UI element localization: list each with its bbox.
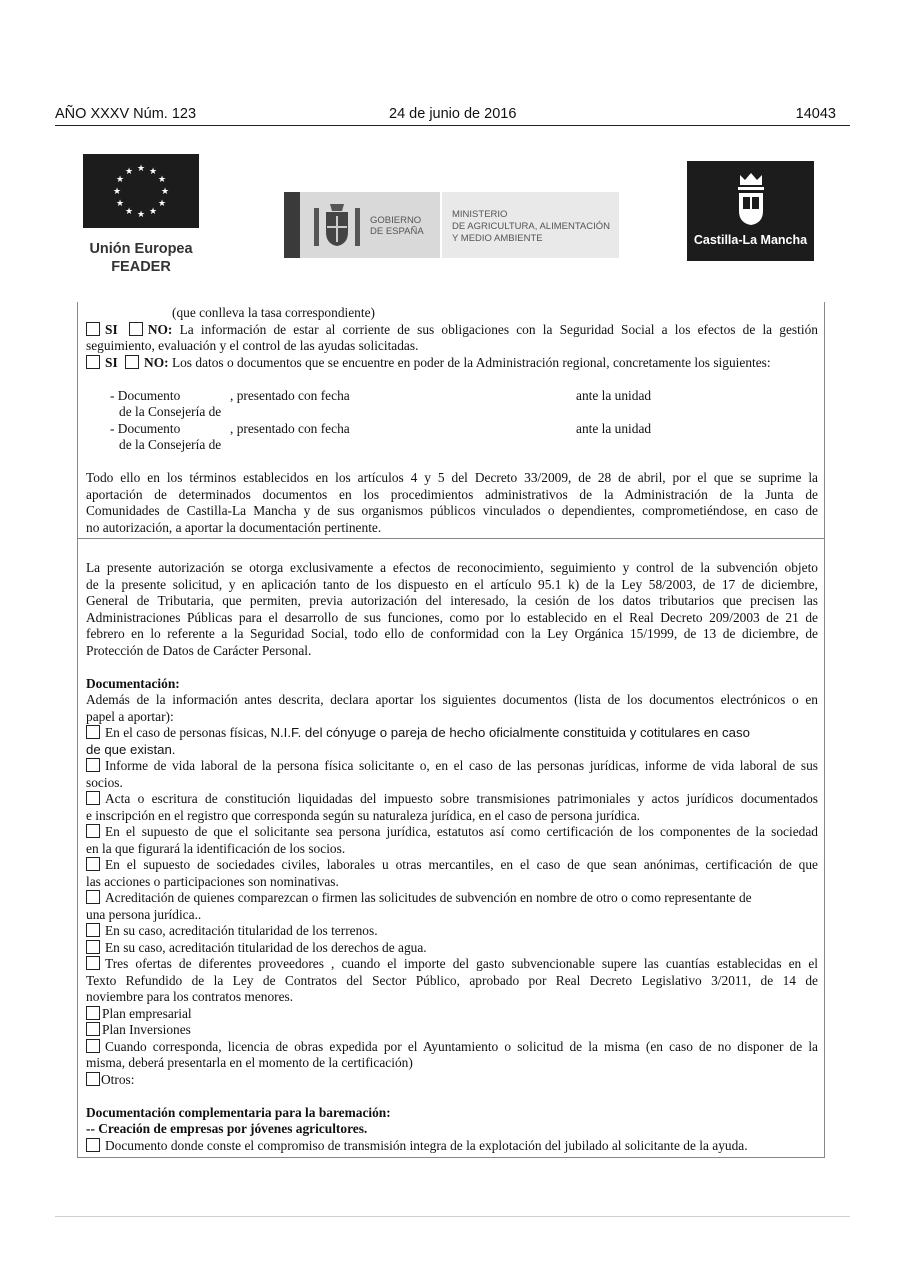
text-line: una persona jurídica.. <box>86 907 202 922</box>
text-line: Además de la información antes descrita, declara aportar los siguientes documentos (lista de los documentos electrónicos o en <box>86 692 818 707</box>
doc-item-licencia-obras: Cuando corresponda, licencia de obras expedida por el Ayuntamiento o solicitud de la misma (en caso de no disponer de la <box>86 1039 818 1055</box>
header-issue: AÑO XXXV Núm. 123 <box>55 106 197 122</box>
doc-checkbox[interactable] <box>86 956 100 970</box>
doc-checkbox[interactable] <box>86 1138 100 1152</box>
doc-checkbox[interactable] <box>86 890 100 904</box>
si-checkbox[interactable] <box>86 355 100 369</box>
page-header <box>55 104 850 126</box>
spain-coat-of-arms-icon <box>310 198 364 252</box>
authorization-box <box>77 302 825 539</box>
doc-checkbox[interactable] <box>86 923 100 937</box>
castilla-la-mancha-logo <box>687 161 814 261</box>
datos-administracion-option: SI NO: Los datos o documentos que se encuentre en poder de la Administración regional, concretamente los siguientes: <box>86 355 818 371</box>
text-line: aportación de determinados documentos en los procedimientos administrativos de la Administración de la Junta de <box>86 487 818 502</box>
text-line: papel a aportar): <box>86 709 174 724</box>
svg-text:★: ★ <box>124 207 134 217</box>
doc-item-nif: En el caso de personas físicas, N.I.F. del cónyuge o pareja de hecho oficialmente constituida y cotitulares en caso <box>86 725 818 741</box>
text-line: General de Tributaria, que permiten, previa autorización del interesado, la cesión de los datos tributarios que precisen las <box>86 593 818 608</box>
document-date-label: , presentado con fecha <box>230 388 350 403</box>
text-line: noviembre para los contratos menores. <box>86 989 294 1004</box>
svg-text:★: ★ <box>148 207 158 217</box>
text-line: en la que figurará la identificación de los socios. <box>86 841 346 856</box>
gobierno-shield-block: GOBIERNO DE ESPAÑA <box>284 192 440 258</box>
text-line: febrero en lo referente a la Seguridad Social, todo ello de conformidad con la Ley Orgánica 15/1999, de 13 de diciembre, de <box>86 626 818 641</box>
svg-text:★: ★ <box>157 199 167 209</box>
document-unit-label: ante la unidad <box>576 421 652 436</box>
document-consejeria-label: de la Consejería de <box>119 404 222 419</box>
document-entry-label: - Documento <box>110 421 181 436</box>
doc-item-agua: En su caso, acreditación titularidad de los derechos de agua. <box>86 940 818 956</box>
doc-checkbox[interactable] <box>86 1022 100 1036</box>
jovenes-agricultores-subheading: -- Creación de empresas por jóvenes agricultores. <box>86 1121 368 1136</box>
doc-checkbox[interactable] <box>86 1006 100 1020</box>
header-page-number: 14043 <box>795 106 836 122</box>
doc-checkbox[interactable] <box>86 758 100 772</box>
doc-item-estatutos: En el supuesto de que el solicitante sea persona jurídica, estatutos así como certificación de los componentes de la sociedad <box>86 824 818 840</box>
text-line: Comunidades de Castilla-La Mancha y de sus organismos públicos vinculados o dependientes, comprometiéndose, en caso de <box>86 503 818 518</box>
text-line: de que existan. <box>86 742 176 757</box>
eu-caption: Unión Europea FEADER <box>89 241 193 275</box>
doc-item-compromiso: Documento donde conste el compromiso de transmisión integra de la explotación del jubilado al solicitante de la ayuda. <box>86 1138 818 1154</box>
doc-item-terrenos: En su caso, acreditación titularidad de los terrenos. <box>86 923 818 939</box>
clm-caption: Castilla-La Mancha <box>693 233 808 247</box>
text-line: misma, deberá presentarla en el momento de la certificación) <box>86 1055 413 1070</box>
doc-checkbox[interactable] <box>86 725 100 739</box>
text-line: Texto Refundido de la Ley de Contratos del Sector Público, aprobado por Real Decreto Legislativo 3/2011, de 14 de <box>86 973 818 988</box>
eu-flag-logo <box>83 154 199 228</box>
ministerio-text: MINISTERIO DE AGRICULTURA, ALIMENTACIÓN Y MEDIO AMBIENTE <box>452 209 611 244</box>
text-line: no autorización, a aportar la documentación pertinente. <box>86 520 382 535</box>
text-line: Protección de Datos de Carácter Personal. <box>86 643 312 658</box>
doc-checkbox[interactable] <box>86 857 100 871</box>
doc-item-plan-empresarial: Plan empresarial <box>86 1006 818 1022</box>
si-checkbox[interactable] <box>86 322 100 336</box>
no-checkbox[interactable] <box>129 322 143 336</box>
doc-item-vida-laboral: Informe de vida laboral de la persona física solicitante o, en el caso de las personas jurídicas, informe de vida laboral de sus <box>86 758 818 774</box>
eu-stars-icon <box>83 154 199 228</box>
documentacion-heading: Documentación: <box>86 676 180 691</box>
doc-item-ofertas: Tres ofertas de diferentes proveedores , cuando el importe del gasto subvencionable supere las cuantías establecidas en el <box>86 956 818 972</box>
doc-item-plan-inversiones: Plan Inversiones <box>86 1022 818 1038</box>
text-line: Todo ello en los términos establecidos en los artículos 4 y 5 del Decreto 33/2009, de 28 de abril, por el que se suprime la <box>86 470 818 485</box>
document-date-label: , presentado con fecha <box>230 421 350 436</box>
document-entry-label: - Documento <box>110 388 181 403</box>
text-line: Administraciones Públicas para el desarrollo de sus funciones, como por lo establecido en el Real Decreto 209/2003 de 21 de <box>86 610 818 625</box>
svg-text:★: ★ <box>148 167 158 177</box>
doc-item-acta-escritura: Acta o escritura de constitución liquidadas del impuesto sobre transmisiones patrimoniales y actos jurídicos documentados <box>86 791 818 807</box>
svg-text:★: ★ <box>136 210 146 220</box>
text-line: seguimiento, evaluación y el control de las ayudas solicitadas. <box>86 338 419 353</box>
doc-checkbox[interactable] <box>86 1072 100 1086</box>
clm-crown-shield-icon <box>732 171 770 229</box>
doc-item-acreditacion: Acreditación de quienes comparezcan o firmen las solicitudes de subvención en nombre de otro o como representante de <box>86 890 818 906</box>
document-consejeria-label: de la Consejería de <box>119 437 222 452</box>
text-line: La presente autorización se otorga exclusivamente a efectos de reconocimiento, seguimiento y control de la subvención objeto <box>86 560 818 575</box>
doc-checkbox[interactable] <box>86 1039 100 1053</box>
text-line: de la presente solicitud, y en aplicación tanto de los dispuesto en el artículo 95.1 k) de la Ley 58/2003, de 17 de diciembre, <box>86 577 818 592</box>
complementaria-heading: Documentación complementaria para la baremación: <box>86 1105 391 1120</box>
svg-text:★: ★ <box>124 167 134 177</box>
doc-item-otros: Otros: <box>86 1072 818 1088</box>
gobierno-ministerio-logo <box>284 192 619 258</box>
doc-item-sociedades: En el supuesto de sociedades civiles, laborales u otras mercantiles, en el caso de que sean anónimas, certificación de que <box>86 857 818 873</box>
svg-text:★: ★ <box>115 175 125 185</box>
seguridad-social-option: SI NO: La información de estar al corriente de sus obligaciones con la Seguridad Social a los efectos de la gestión <box>86 322 818 338</box>
svg-text:★: ★ <box>115 199 125 209</box>
text-line: e inscripción en el registro que corresponda según su naturaleza jurídica, en el caso de persona jurídica. <box>86 808 641 823</box>
svg-text:★: ★ <box>160 187 170 197</box>
svg-text:★: ★ <box>112 187 122 197</box>
doc-checkbox[interactable] <box>86 824 100 838</box>
documentation-box <box>77 539 825 1158</box>
text-line: (que conlleva la tasa correspondiente) <box>172 305 375 320</box>
svg-text:★: ★ <box>136 164 146 174</box>
svg-text:★: ★ <box>157 175 167 185</box>
text-line: socios. <box>86 775 123 790</box>
header-date: 24 de junio de 2016 <box>389 106 517 122</box>
doc-checkbox[interactable] <box>86 791 100 805</box>
document-unit-label: ante la unidad <box>576 388 652 403</box>
doc-checkbox[interactable] <box>86 940 100 954</box>
text-line: las acciones o participaciones son nominativas. <box>86 874 339 889</box>
footer-divider <box>55 1216 850 1217</box>
logos-row <box>0 140 905 290</box>
no-checkbox[interactable] <box>125 355 139 369</box>
